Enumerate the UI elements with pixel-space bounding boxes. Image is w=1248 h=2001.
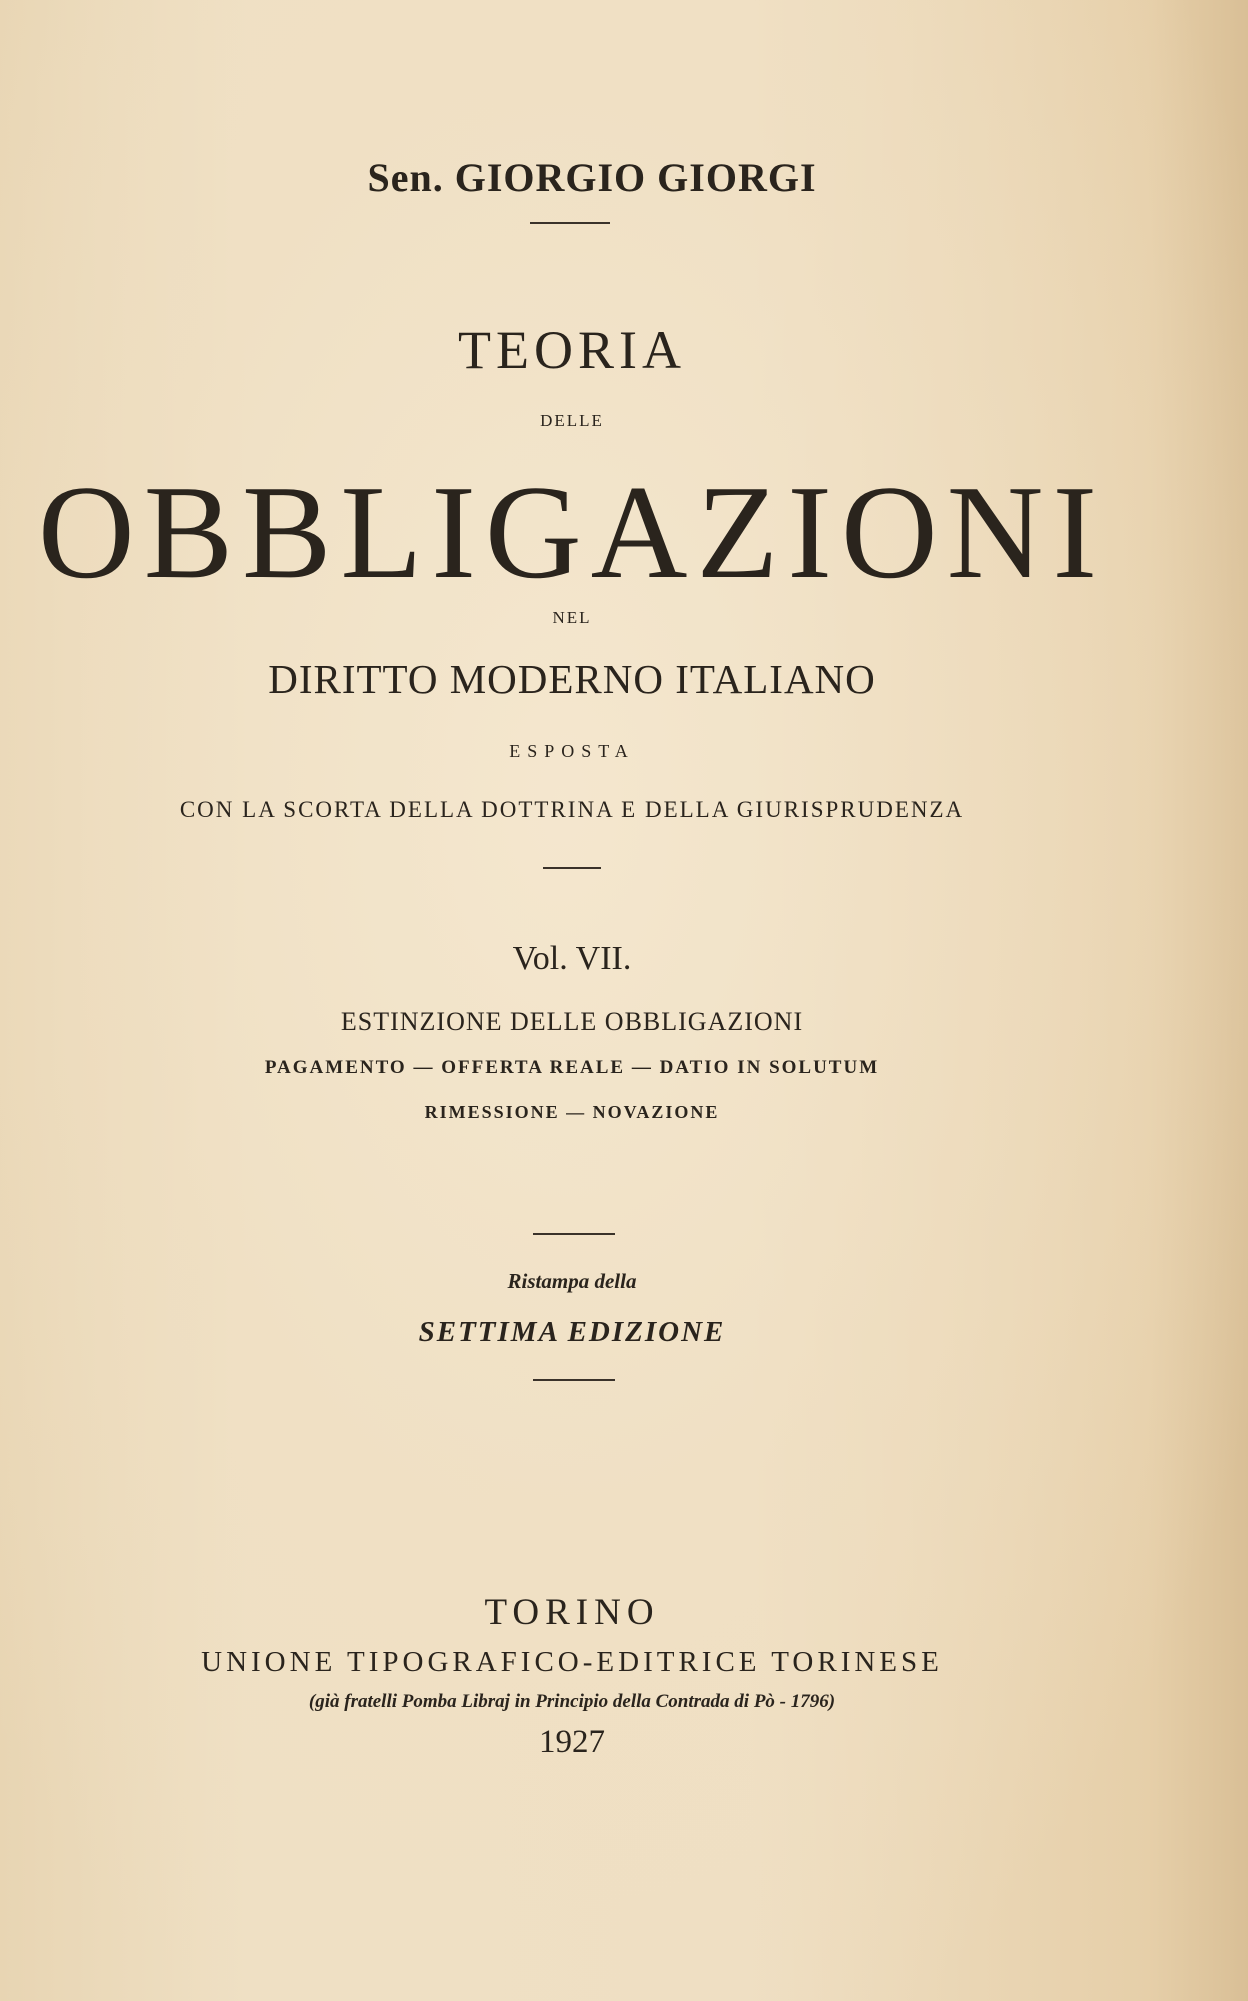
title-line-scorta: CON LA SCORTA DELLA DOTTRINA E DELLA GIURISPRUDENZA <box>179 797 965 822</box>
publication-year: 1927 <box>539 1724 605 1760</box>
title-line-teoria: TEORIA <box>458 320 686 380</box>
author-name: Sen. GIORGIO GIORGI <box>367 155 817 200</box>
volume-subject: ESTINZIONE DELLE OBBLIGAZIONI <box>340 1007 804 1036</box>
volume-topics-line-1: PAGAMENTO — OFFERTA REALE — DATIO IN SOLUTUM <box>264 1057 880 1078</box>
volume-number: Vol. VII. <box>512 940 632 977</box>
publisher-history-note: (già fratelli Pomba Libraj in Principio della Contrada di Pò - 1796) <box>308 1691 836 1712</box>
publisher-name: UNIONE TIPOGRAFICO-EDITRICE TORINESE <box>201 1646 943 1678</box>
reprint-note: Ristampa della <box>507 1269 637 1293</box>
divider-rule-2 <box>543 867 601 869</box>
main-title: OBBLIGAZIONI <box>37 458 1107 606</box>
divider-rule-4 <box>533 1379 615 1381</box>
title-line-esposta: ESPOSTA <box>509 741 635 761</box>
title-line-nel: NEL <box>552 608 592 627</box>
volume-topics-line-2: RIMESSIONE — NOVAZIONE <box>424 1102 720 1122</box>
edition-label: SETTIMA EDIZIONE <box>418 1316 726 1348</box>
publication-city: TORINO <box>484 1592 660 1633</box>
divider-rule-3 <box>533 1233 615 1235</box>
title-line-delle: DELLE <box>540 411 604 430</box>
divider-rule-1 <box>530 222 610 224</box>
title-line-diritto: DIRITTO MODERNO ITALIANO <box>268 656 876 702</box>
